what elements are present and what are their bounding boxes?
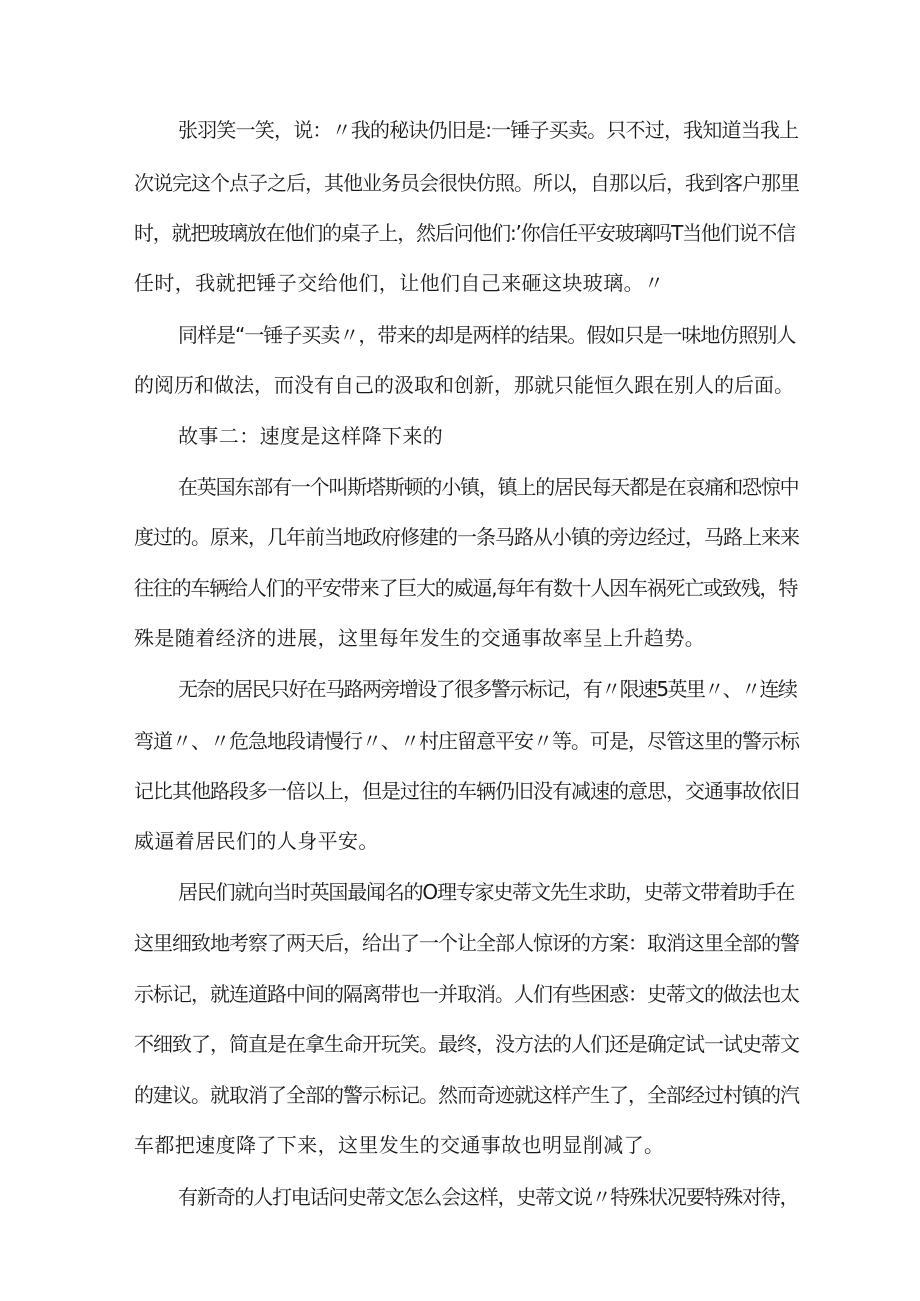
text-line: 的建议。就取消了全部的警示标记。然而奇迹就这样产生了，全部经过村镇的汽 xyxy=(134,1083,799,1107)
text-line: 次说完这个点子之后，其他业务员会很快仿照。所以，自那以后，我到客户那里 xyxy=(134,171,799,195)
text-line: 示标记，就连道路中间的隔离带也一并取消。人们有些困惑：史蒂文的做法也太 xyxy=(134,982,799,1006)
text-line: 记比其他路段多一倍以上，但是过往的车辆仍旧没有减速的意思，交通事故依旧 xyxy=(134,779,799,803)
text-line: 不细致了，简直是在拿生命开玩笑。最终，没方法的人们还是确定试一试史蒂文 xyxy=(134,1032,799,1056)
text-line: 无奈的居民只好在马路两旁增设了很多警示标记，有〃限速5英里〃、〃连续 xyxy=(178,677,797,701)
text-line: 同样是“一锤子买卖〃，带来的却是两样的结果。假如只是一味地仿照别人 xyxy=(178,323,796,347)
section-heading: 故事二：速度是这样降下来的 xyxy=(178,424,444,448)
text-line: 张羽笑一笑，说：〃我的秘诀仍旧是:一锤子买卖。只不过，我知道当我上 xyxy=(178,118,799,142)
text-line: 居民们就向当时英国最闻名的O理专家史蒂文先生求助，史蒂文带着助手在 xyxy=(178,880,795,904)
text-line: 有新奇的人打电话问史蒂文怎么会这样，史蒂文说〃特殊状况要特殊对待， xyxy=(178,1185,799,1209)
text-line: 弯道〃、〃危急地段请慢行〃、〃村庄留意平安〃等。可是，尽管这里的警示标 xyxy=(134,729,799,753)
text-line: 威逼着居民们的人身平安。 xyxy=(134,829,379,853)
text-line: 度过的。原来，几年前当地政府修建的一条马路从小镇的旁边经过，马路上来来 xyxy=(134,525,799,549)
text-line: 的阅历和做法，而没有自己的汲取和创新，那就只能恒久跟在别人的后面。 xyxy=(134,373,794,397)
text-line: 往往的车辆给人们的平安带来了巨大的威逼,每年有数十人因车祸死亡或致残，特 xyxy=(134,576,798,600)
text-line: 时，就把玻璃放在他们的桌子上，然后问他们:’你信任平安玻璃吗T当他们说不信 xyxy=(134,221,795,245)
text-line: 在英国东部有一个叫斯塔斯顿的小镇，镇上的居民每天都是在哀痛和恐惊中 xyxy=(178,475,799,499)
text-line: 殊是随着经济的进展，这里每年发生的交通事故率呈上升趋势。 xyxy=(134,626,706,650)
text-line: 这里细致地考察了两天后，给出了一个让全部人惊讶的方案：取消这里全部的警 xyxy=(134,931,799,955)
text-line: 车都把速度降了下来，这里发生的交通事故也明显削减了。 xyxy=(134,1133,665,1157)
text-line: 任时，我就把锤子交给他们，让他们自己来砸这块玻璃。〃 xyxy=(134,271,665,295)
